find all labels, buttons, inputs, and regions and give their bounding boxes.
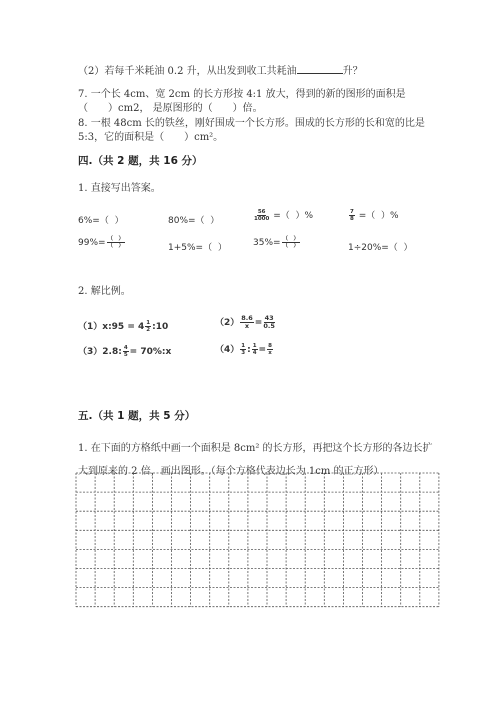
- calc-text: =（: [273, 211, 290, 221]
- proportion-text: = 70%:x: [129, 347, 172, 357]
- section-5-question-1-line2: 大到原来的 2 倍，画出图形。（每个方格代表边长为 1cm 的正方形）: [78, 466, 384, 477]
- calc-text: 6%=（: [78, 216, 109, 226]
- fraction-denominator: 1000: [254, 216, 270, 222]
- fraction-numerator: 43: [264, 314, 274, 322]
- fraction-denominator: x: [244, 322, 250, 330]
- calc-text: ）%: [295, 211, 314, 221]
- calc-text: 99%=: [78, 238, 106, 248]
- fraction-denominator: 2: [146, 327, 151, 333]
- fraction-numerator: 7: [350, 209, 354, 215]
- proportion-text: 2.8:: [102, 347, 122, 357]
- q2-text: （2）若每千米耗油 0.2 升，从出发到收工共耗油: [78, 66, 297, 77]
- section-5-title: 五.（共 1 题，共 5 分）: [78, 410, 196, 422]
- fraction-numerator: 8.6: [241, 314, 253, 322]
- section-4-question-2-title: 2. 解比例。: [78, 286, 131, 297]
- calc-text: ）: [217, 243, 227, 253]
- fraction-denominator: （ ）: [282, 243, 300, 249]
- fraction-denominator: （ ）: [107, 243, 125, 249]
- section-5-question-1-line1: 1. 在下面的方格纸中画一个面积是 8cm² 的长方形，再把这个长方形的各边长扩: [78, 443, 433, 454]
- fraction-numerator: 8: [268, 343, 272, 349]
- calc-text: 1÷20%=（: [348, 243, 398, 253]
- fraction-numerator: 1: [241, 343, 246, 349]
- fraction-numerator: 4: [123, 345, 128, 351]
- section-4-title: 四.（共 2 题，共 16 分）: [78, 155, 203, 167]
- fraction-numerator: 56: [257, 209, 266, 215]
- fraction-numerator: 1: [252, 343, 257, 349]
- calc-text: ）%: [380, 211, 399, 221]
- question-7-line1: 7. 一个长 4cm、宽 2cm 的长方形按 4:1 放大，得到的新的图形的面积是: [78, 89, 406, 100]
- calc-text: ）: [403, 243, 413, 253]
- proportion-label: （3）: [78, 347, 103, 357]
- fraction-numerator: （ ）: [107, 236, 125, 242]
- question-8-line2: 5:3，它的面积是（ ）cm²。: [78, 132, 224, 143]
- calc-text: 80%=（: [168, 216, 205, 226]
- fraction-denominator: x: [268, 350, 272, 356]
- fraction-numerator: （ ）: [282, 236, 300, 242]
- fraction-denominator: 8: [350, 216, 354, 222]
- fraction-denominator: 3: [241, 350, 246, 356]
- proportion-label: （1）: [78, 322, 103, 332]
- section-4-question-1-title: 1. 直接写出答案。: [78, 183, 161, 194]
- proportion-text: :: [247, 345, 251, 355]
- proportion-text: =: [254, 318, 263, 328]
- fraction-denominator: 4: [252, 350, 257, 356]
- fraction-denominator: 5: [123, 352, 128, 358]
- calc-text: ）: [114, 216, 124, 226]
- question-8-line1: 8. 一根 48cm 长的铁丝，刚好围成一个长方形。围成的长方形的长和宽的比是: [78, 118, 425, 129]
- calc-text: 1+5%=（: [168, 243, 213, 253]
- proportion-text: :10: [152, 322, 169, 332]
- question-7-line2: （ ）cm2， 是原图形的（ ）倍。: [78, 103, 263, 114]
- fraction-numerator: 1: [146, 320, 151, 326]
- calc-text: ）: [210, 216, 220, 226]
- proportion-label: （4）: [215, 345, 240, 355]
- proportion-text: =: [258, 345, 267, 355]
- q2-end: 升？: [342, 66, 363, 77]
- calc-text: =（: [358, 211, 376, 221]
- calc-text: 35%=: [253, 238, 281, 248]
- proportion-text: x:95 = 4: [102, 322, 145, 332]
- fraction-denominator: 0.5: [263, 322, 275, 330]
- proportion-label: （2）: [215, 318, 240, 328]
